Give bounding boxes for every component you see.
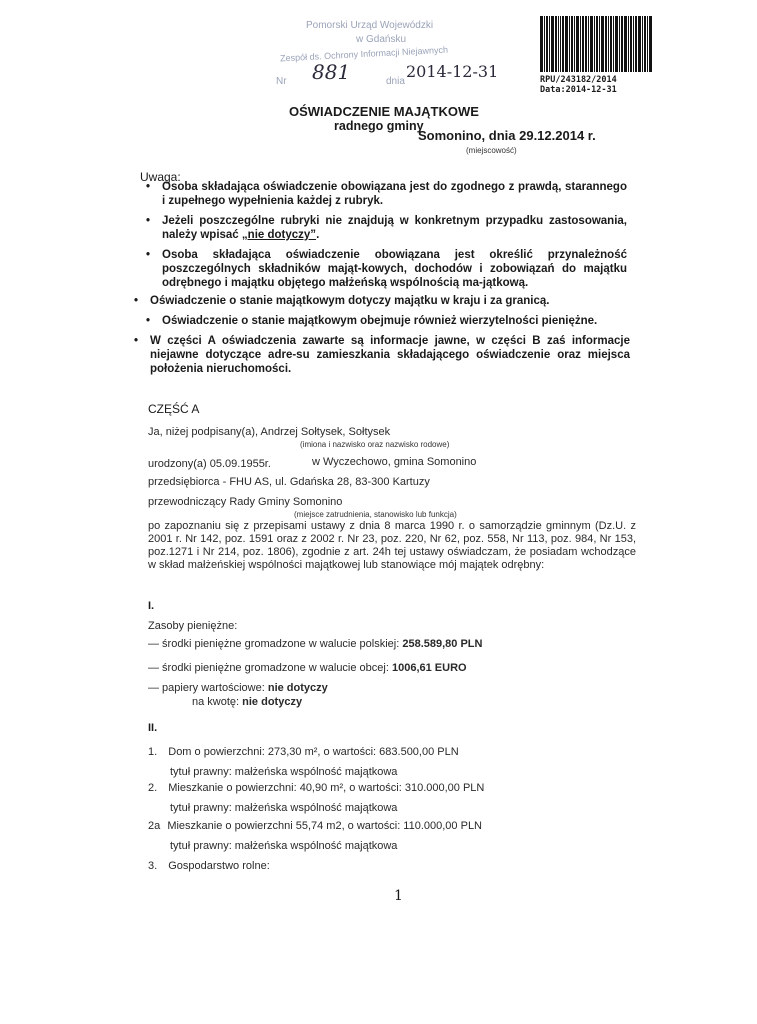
stamp-line-1: Pomorski Urząd Wojewódzki xyxy=(306,20,434,31)
barcode-line-1: RPU/243182/2014 xyxy=(540,75,617,85)
stamp-nr-label: Nr xyxy=(276,76,287,87)
employer-line: przedsiębiorca - FHU AS, ul. Gdańska 28, 83-300 Kartuzy xyxy=(148,476,430,488)
part-a-heading: CZĘŚĆ A xyxy=(148,402,200,416)
uwaga-item-5 xyxy=(162,314,622,328)
pln-funds-label: — środki pieniężne gromadzone w walucie polskiej: xyxy=(148,638,400,650)
stamp-line-2: w Gdańsku xyxy=(356,34,407,45)
amount-row xyxy=(192,696,302,708)
foreign-funds-row xyxy=(148,662,467,674)
foreign-funds-value: 1006,61 EURO xyxy=(391,662,467,674)
uwaga-item-5-text: Oświadczenie o stanie majątkowym obejmuje również wierzytelności pieniężne. xyxy=(162,315,598,327)
stamp-line-3: Zespół ds. Ochrony Informacji Niejawnych xyxy=(279,44,449,64)
birth-date: urodzony(a) 05.09.1955r. xyxy=(148,458,271,470)
property-title: tytuł prawny: małżeńska wspólność majątkowa xyxy=(170,840,398,852)
uwaga-item-2-text: Jeżeli poszczególne rubryki nie znajdują w konkretnym przypadku zastosowania, należy wpisać xyxy=(162,215,627,241)
property-title: tytuł prawny: małżeńska wspólność majątkowa xyxy=(170,802,398,814)
securities-row xyxy=(148,682,328,694)
barcode-line-2: Data:2014-12-31 xyxy=(540,85,617,95)
function-caption: (miejsce zatrudnienia, stanowisko lub funkcja) xyxy=(294,510,457,519)
uwaga-item-3 xyxy=(162,248,627,290)
nie-dotyczy-phrase: „nie dotyczy” xyxy=(241,229,317,241)
uwaga-item-1 xyxy=(162,180,627,208)
amount-label: na kwotę: xyxy=(192,696,240,708)
property-title: tytuł prawny: małżeńska wspólność majątkowa xyxy=(170,766,398,778)
page-number: 1 xyxy=(394,888,403,904)
property-text: Mieszkanie o powierzchni: 40,90 m², o wartości: 310.000,00 PLN xyxy=(168,782,485,794)
amount-value: nie dotyczy xyxy=(242,696,303,708)
declarant-caption: (imiona i nazwisko oraz nazwisko rodowe) xyxy=(300,440,450,449)
document-subtitle: radnego gminy xyxy=(334,119,424,133)
place-date: Somonino, dnia 29.12.2014 r. xyxy=(418,128,596,143)
birth-place: w Wyczechowo, gmina Somonino xyxy=(312,456,477,468)
uwaga-item-4-text: Oświadczenie o stanie majątkowym dotyczy majątku w kraju i za granicą. xyxy=(150,295,550,307)
uwaga-item-6 xyxy=(150,334,630,376)
property-item xyxy=(148,860,270,872)
section-1-roman: I. xyxy=(148,600,155,612)
property-num: 2a xyxy=(148,820,161,832)
property-text: Gospodarstwo rolne: xyxy=(168,860,270,872)
stamp-nr-value: 881 xyxy=(312,60,351,84)
uwaga-heading: Uwaga: xyxy=(140,170,181,184)
property-num: 3. xyxy=(148,860,158,872)
uwaga-item-1-text: Osoba składająca oświadczenie obowiązana jest do zgodnego z prawdą, starannego i zupełnego wypełnienia każdej z rubryk. xyxy=(162,181,627,207)
uwaga-item-6-text: W części A oświadczenia zawarte są informacje jawne, w części B zaś informacje niejawne dotyczące adre-su zamieszkania składającego oświadczenie oraz miejsca położenia nieruchomości. xyxy=(150,335,630,375)
section-1-heading: Zasoby pieniężne: xyxy=(148,620,238,632)
property-num: 1. xyxy=(148,746,158,758)
uwaga-item-4 xyxy=(150,294,620,308)
property-text: Dom o powierzchni: 273,30 m², o wartości: 683.500,00 PLN xyxy=(168,746,459,758)
securities-label: — papiery wartościowe: xyxy=(148,682,265,694)
foreign-funds-label: — środki pieniężne gromadzone w walucie obcej: xyxy=(148,662,389,674)
property-num: 2. xyxy=(148,782,158,794)
stamp-date-label: dnia xyxy=(386,76,405,87)
pln-funds-value: 258.589,80 PLN xyxy=(402,638,483,650)
property-item xyxy=(148,820,482,832)
document-title: OŚWIADCZENIE MAJĄTKOWE xyxy=(289,104,479,119)
section-2-roman: II. xyxy=(148,722,158,734)
place-caption: (miejscowość) xyxy=(466,146,517,155)
function-line: przewodniczący Rady Gminy Somonino xyxy=(148,496,343,508)
uwaga-item-3-text: Osoba składająca oświadczenie obowiązana jest określić przynależność poszczególnych składników mająt-kowych, dochodów i zobowiązań do majątku odrębnego i majątku objętego małżeńską wspólnością ma-jątkową. xyxy=(162,249,627,289)
property-item xyxy=(148,782,484,794)
uwaga-item-2: • Jeżeli poszczególne rubryki nie znajdują w konkretnym przypadku zastosowania, należy wpisać „nie dotyczy”. xyxy=(162,214,627,242)
stamp-date-value: 2014-12-31 xyxy=(406,62,499,81)
securities-value: nie dotyczy xyxy=(267,682,328,694)
pln-funds-row xyxy=(148,638,482,650)
registry-stamp xyxy=(276,20,506,90)
statement-paragraph: po zapoznaniu się z przepisami ustawy z dnia 8 marca 1990 r. o samorządzie gminnym (Dz.U. z 2001 r. Nr 142, poz. 1591 oraz z 2002 r. Nr 23, poz. 220, Nr 62, poz. 558, Nr 113, poz. 984, Nr 153, poz.1271 i Nr 214, poz. 1806), zgodnie z art. 24h tej ustawy oświadczam, że posiadam wchodzące w skład małżeńskiej wspólności majątkowej lub stanowiące mój majątek odrębny: xyxy=(148,520,636,571)
declarant-line: Ja, niżej podpisany(a), Andrzej Sołtysek, Sołtysek xyxy=(148,426,391,438)
barcode xyxy=(540,16,683,72)
property-text: Mieszkanie o powierzchni 55,74 m2, o wartości: 110.000,00 PLN xyxy=(167,820,482,832)
property-item xyxy=(148,746,459,758)
